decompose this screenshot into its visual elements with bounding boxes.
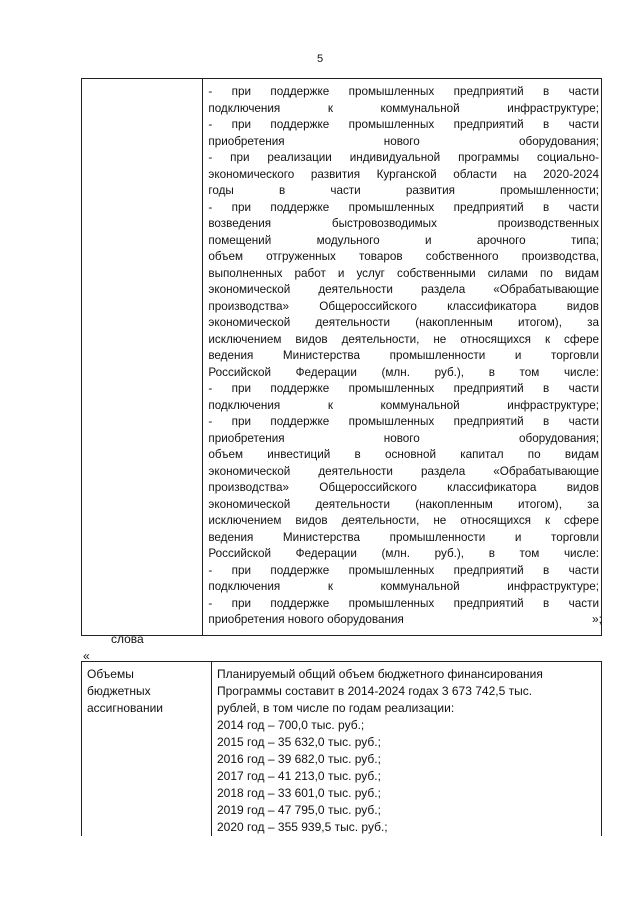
text-line: приобретения нового оборудования; bbox=[208, 431, 599, 445]
indicators-text bbox=[208, 84, 599, 629]
table-row bbox=[82, 79, 602, 636]
text-line: ведения Министерства промышленности и торговли bbox=[208, 530, 599, 544]
text-line: - при поддержке промышленных предприятий в части bbox=[208, 415, 599, 428]
budget-line: рублей, в том числе по годам реализации: bbox=[217, 701, 455, 715]
budget-line: 2014 год – 700,0 тыс. руб.; bbox=[217, 718, 365, 732]
budget-line: Программы составит в 2014-2024 годах 3 673 742,5 тыс. bbox=[217, 684, 533, 698]
page-number: 5 bbox=[316, 53, 324, 65]
text-line: экономической деятельности (накопленным итогом), за bbox=[208, 316, 599, 329]
text-line: выполненных работ и услуг собственными силами по видам bbox=[208, 266, 599, 280]
text-line: объем отгруженных товаров собственного производства, bbox=[208, 250, 599, 263]
table-row bbox=[82, 662, 602, 837]
budget-table bbox=[81, 661, 602, 836]
text-line: производства» Общероссийского классификатора видов bbox=[208, 481, 599, 494]
budget-line: 2015 год – 35 632,0 тыс. руб.; bbox=[217, 735, 381, 749]
text-line: - при реализации индивидуальной программы социально- bbox=[208, 151, 599, 164]
text-line: подключения к коммунальной инфраструктуре; bbox=[208, 101, 599, 115]
budget-line: 2018 год – 33 601,0 тыс. руб.; bbox=[217, 786, 381, 800]
text-line: Российской Федерации (млн. руб.), в том числе: bbox=[208, 547, 599, 560]
text-line: экономического развития Курганской области на 2020-2024 bbox=[208, 167, 599, 181]
text-line: экономической деятельности (накопленным итогом), за bbox=[208, 497, 599, 511]
text-line: - при поддержке промышленных предприятий в части bbox=[208, 85, 599, 98]
text-line: экономической деятельности раздела «Обрабатывающие bbox=[208, 283, 599, 296]
text-line: возведения быстровозводимых производственных bbox=[208, 217, 599, 230]
text-line: годы в части развития промышленности; bbox=[208, 184, 599, 197]
text-line: - при поддержке промышленных предприятий в части bbox=[208, 596, 599, 610]
text-line: приобретения нового оборудования; bbox=[208, 134, 599, 148]
text-line: экономической деятельности раздела «Обрабатывающие bbox=[208, 464, 599, 478]
budget-label-cell bbox=[82, 662, 212, 837]
budget-line: Планируемый общий объем бюджетного финансирования bbox=[217, 667, 543, 681]
text-line: исключением видов деятельности, не относящихся к сфере bbox=[208, 332, 599, 346]
text-line: Российской Федерации (млн. руб.), в том числе: bbox=[208, 365, 599, 379]
indicators-table bbox=[81, 78, 602, 636]
label-line: бюджетных bbox=[87, 684, 151, 698]
label-line: ассигновании bbox=[87, 701, 164, 715]
text-line: подключения к коммунальной инфраструктуре; bbox=[208, 398, 599, 412]
text-line: - при поддержке промышленных предприятий в части bbox=[208, 563, 599, 577]
empty-label-cell bbox=[82, 79, 203, 636]
text-line: объем инвестиций в основной капитал по видам bbox=[208, 448, 599, 461]
budget-label bbox=[87, 666, 207, 717]
budget-line: 2019 год – 47 795,0 тыс. руб.; bbox=[217, 803, 381, 817]
text-line: производства» Общероссийского классификатора видов bbox=[208, 299, 599, 313]
budget-line: 2020 год – 355 939,5 тыс. руб.; bbox=[217, 820, 388, 834]
indicators-text-cell bbox=[203, 79, 602, 636]
budget-line: 2017 год – 41 213,0 тыс. руб.; bbox=[217, 769, 381, 783]
text-line: приобретения нового оборудования bbox=[208, 613, 404, 626]
text-line: помещений модульного и арочного типа; bbox=[208, 233, 599, 247]
text-line: ведения Министерства промышленности и торговли bbox=[208, 349, 599, 362]
text-line: исключением видов деятельности, не относящихся к сфере bbox=[208, 514, 599, 527]
text-line: - при поддержке промышленных предприятий в части bbox=[208, 118, 599, 131]
text-line: - при поддержке промышленных предприятий в части bbox=[208, 200, 599, 214]
budget-content bbox=[217, 666, 597, 836]
opening-quote: « bbox=[83, 649, 90, 663]
closing-quote: »; bbox=[591, 612, 602, 626]
label-line: Объемы bbox=[87, 667, 134, 681]
words-label: слова bbox=[111, 632, 144, 646]
text-line: подключения к коммунальной инфраструктуре; bbox=[208, 580, 599, 593]
budget-content-cell bbox=[212, 662, 602, 837]
text-line: - при поддержке промышленных предприятий в части bbox=[208, 382, 599, 395]
budget-line: 2016 год – 39 682,0 тыс. руб.; bbox=[217, 752, 381, 766]
